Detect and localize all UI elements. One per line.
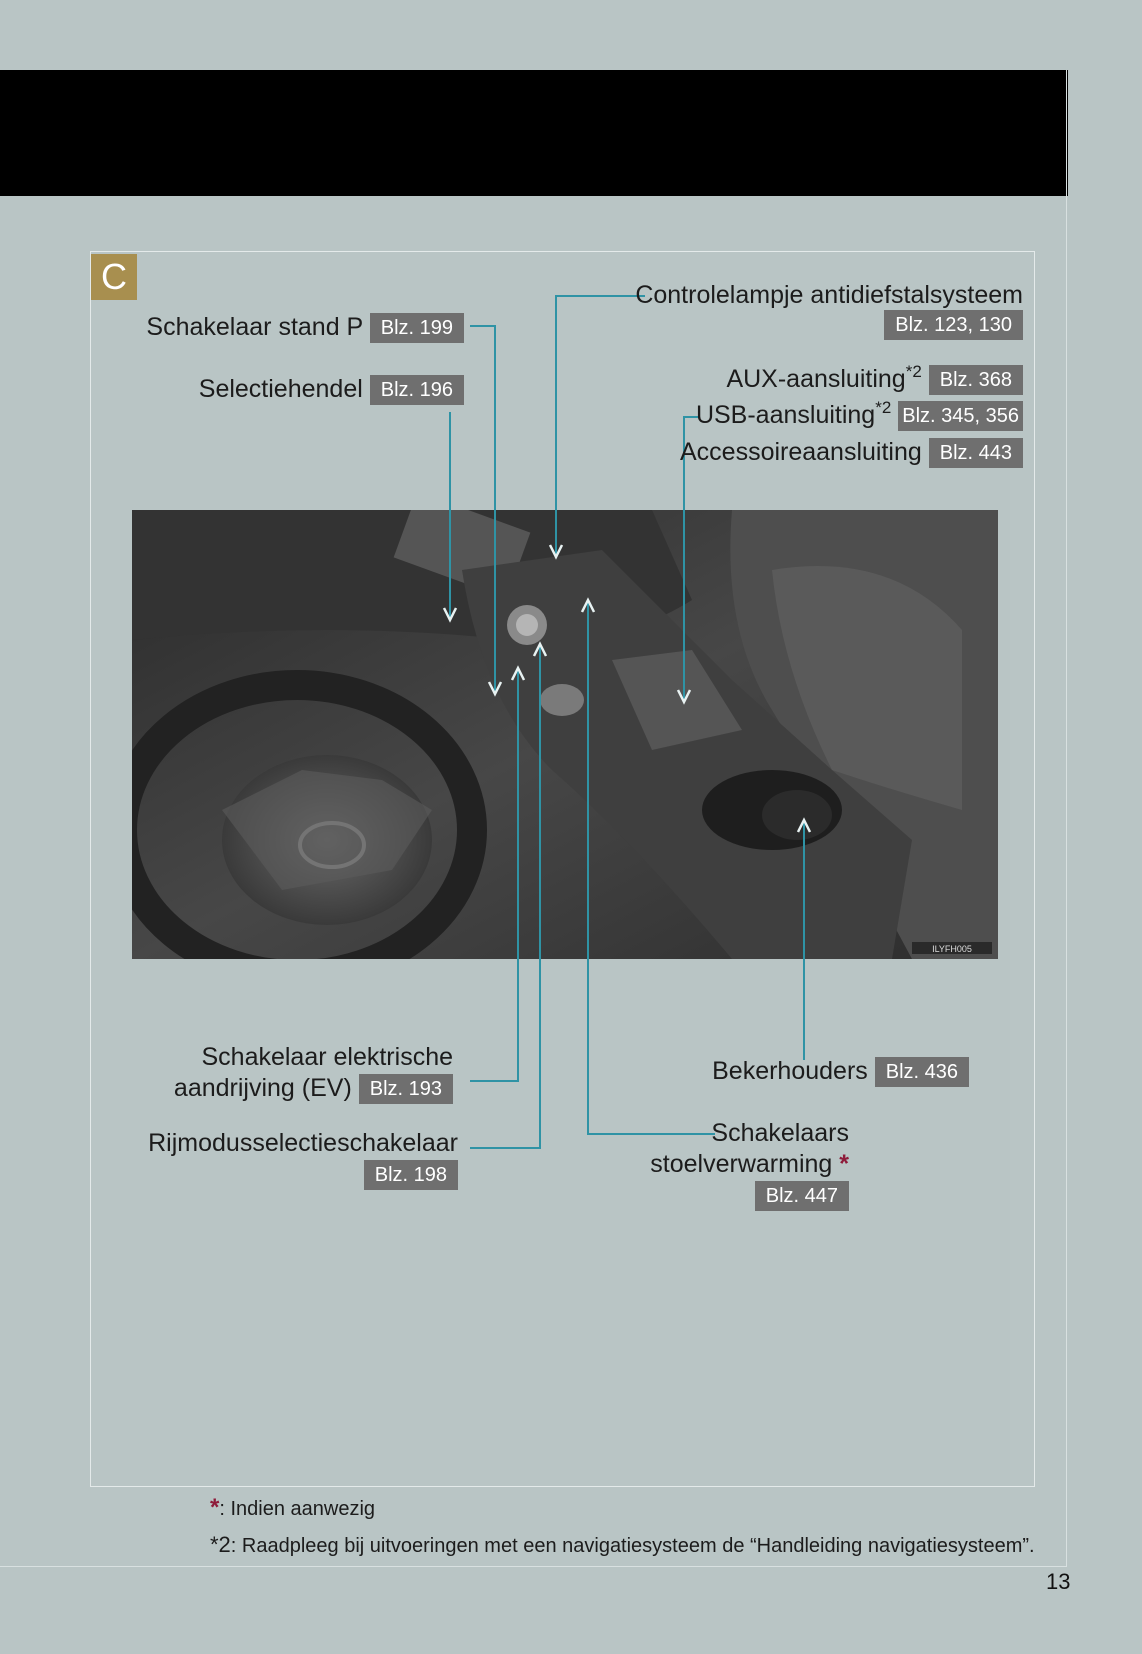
label-usb xyxy=(696,400,1023,431)
label-aux xyxy=(726,364,1023,395)
footnote-2 xyxy=(210,1532,1035,1559)
label-stoelverwarming xyxy=(650,1149,849,1179)
page-ref-controlelampje[interactable]: Blz. 123, 130 xyxy=(884,310,1023,340)
page-ref-stoelverwarming[interactable]: Blz. 447 xyxy=(755,1181,849,1211)
footnote-star-text: : Indien aanwezig xyxy=(219,1498,376,1520)
page-ref-schakelaar-p[interactable]: Blz. 199 xyxy=(370,313,464,343)
footnote-2-text: : Raadpleeg bij uitvoeringen met een navigatiesysteem de “Handleiding navigatiesysteem”. xyxy=(230,1535,1035,1557)
console-photo xyxy=(132,510,998,959)
label-bekerhouders xyxy=(712,1056,969,1087)
console-illustration xyxy=(132,510,998,959)
footnote-2-symbol: *2 xyxy=(210,1532,231,1557)
page-number: 13 xyxy=(1046,1569,1071,1594)
label-accessoire xyxy=(680,437,1023,468)
footnote-star xyxy=(210,1495,375,1522)
page-border-bottom xyxy=(0,1566,1067,1567)
label-schakelaar-p-text: Schakelaar stand P xyxy=(146,313,363,341)
label-usb-note: *2 xyxy=(875,398,892,417)
label-rijmodus: Rijmodusselectieschakelaar xyxy=(148,1129,458,1157)
label-aux-text: AUX-aansluiting xyxy=(726,365,906,393)
photo-code: ILYFH005 xyxy=(932,944,972,954)
page-ref-bekerhouders[interactable]: Blz. 436 xyxy=(875,1057,969,1087)
label-usb-text: USB-aansluiting xyxy=(695,401,876,429)
page-ref-accessoire[interactable]: Blz. 443 xyxy=(929,438,1023,468)
label-selectiehendel xyxy=(199,374,464,405)
header-bar xyxy=(0,70,1068,196)
label-ev xyxy=(174,1073,453,1104)
label-stoelverwarming-line1: Schakelaars xyxy=(711,1119,849,1147)
footnote-star-symbol: * xyxy=(210,1494,220,1521)
label-schakelaar-p xyxy=(146,312,464,343)
label-bekerhouders-text: Bekerhouders xyxy=(712,1057,868,1085)
label-stoelverwarming-star: * xyxy=(839,1150,849,1178)
label-ev-line1: Schakelaar elektrische xyxy=(201,1043,453,1071)
section-badge: C xyxy=(91,254,137,300)
page-ref-rijmodus[interactable]: Blz. 198 xyxy=(364,1160,458,1190)
label-ev-line2: aandrijving (EV) xyxy=(173,1074,352,1102)
page-border-right xyxy=(1066,70,1067,1566)
page-ref-selectiehendel[interactable]: Blz. 196 xyxy=(370,375,464,405)
page-ref-aux[interactable]: Blz. 368 xyxy=(929,365,1023,395)
label-selectiehendel-text: Selectiehendel xyxy=(198,375,363,403)
label-controlelampje: Controlelampje antidiefstalsysteem xyxy=(635,281,1023,309)
label-stoelverwarming-line2: stoelverwarming xyxy=(650,1150,833,1178)
label-aux-note: *2 xyxy=(905,362,922,381)
page-ref-usb[interactable]: Blz. 345, 356 xyxy=(898,401,1023,431)
label-accessoire-text: Accessoireaansluiting xyxy=(679,438,922,466)
page-ref-ev[interactable]: Blz. 193 xyxy=(359,1074,453,1104)
